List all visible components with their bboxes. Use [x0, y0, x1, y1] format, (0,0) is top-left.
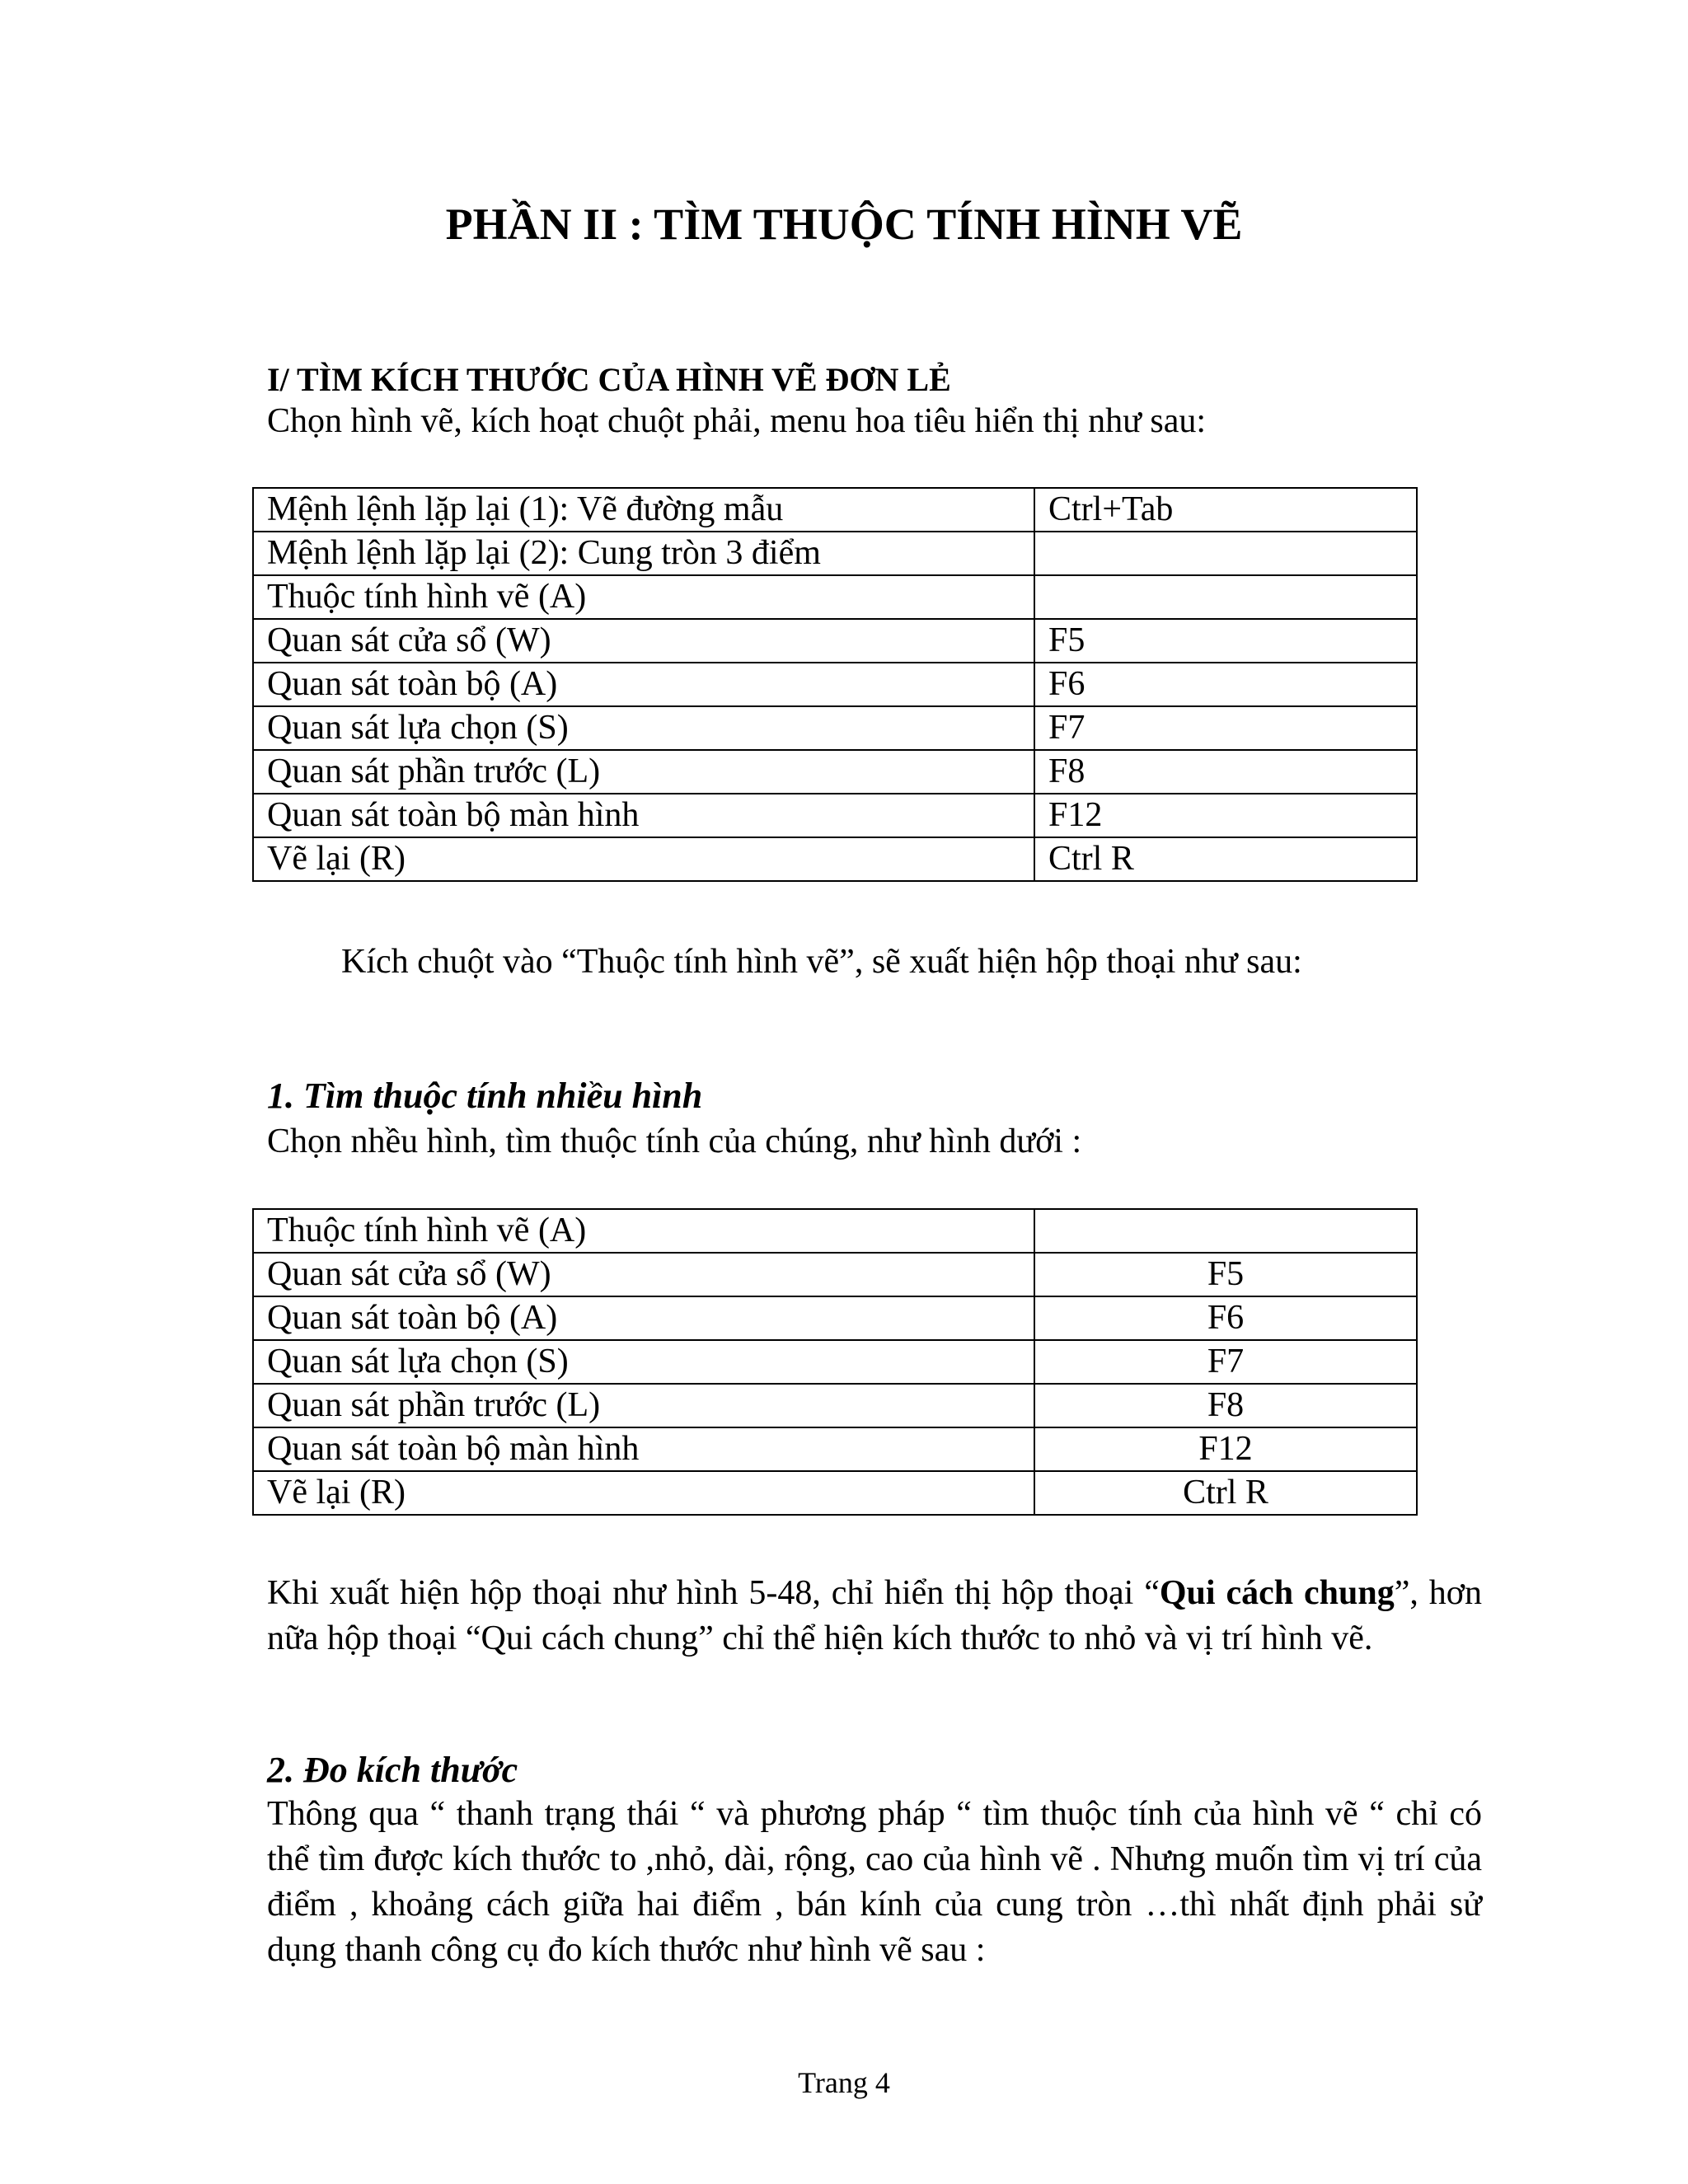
menu-item-label: Quan sát toàn bộ (A) — [253, 1296, 1034, 1340]
section-intro: Chọn hình vẽ, kích hoạt chuột phải, menu hoa tiêu hiển thị như sau: — [267, 402, 1207, 440]
subsection-intro: Chọn nhều hình, tìm thuộc tính của chúng, như hình dưới : — [267, 1122, 1082, 1160]
menu-item-label: Quan sát toàn bộ màn hình — [253, 1427, 1034, 1471]
paragraph-text: Khi xuất hiện hộp thoại như hình 5-48, chỉ hiển thị hộp thoại “ — [267, 1574, 1160, 1612]
menu-item-label: Quan sát lựa chọn (S) — [253, 1340, 1034, 1384]
menu-item-shortcut: F5 — [1034, 1253, 1417, 1296]
context-menu-table-multi — [252, 1208, 1418, 1516]
menu-item-label: Quan sát phần trước (L) — [253, 750, 1034, 794]
table-row — [253, 532, 1417, 575]
menu-item-label: Thuộc tính hình vẽ (A) — [253, 1209, 1034, 1253]
table-row — [253, 619, 1417, 663]
table-row — [253, 1427, 1417, 1471]
table-row — [253, 1340, 1417, 1384]
table-row — [253, 837, 1417, 881]
menu-item-shortcut — [1034, 532, 1417, 575]
menu-item-shortcut: Ctrl R — [1034, 837, 1417, 881]
table-row — [253, 663, 1417, 706]
table-row — [253, 706, 1417, 750]
dialog-intro-text: Kích chuột vào “Thuộc tính hình vẽ”, sẽ xuất hiện hộp thoại như sau: — [341, 943, 1302, 981]
menu-item-shortcut: F5 — [1034, 619, 1417, 663]
subsection-heading-multi-shape: 1. Tìm thuộc tính nhiều hình — [267, 1076, 703, 1116]
paragraph-bold-term: Qui cách chung — [1159, 1574, 1395, 1612]
table-row — [253, 794, 1417, 837]
menu-item-shortcut: F8 — [1034, 750, 1417, 794]
menu-item-shortcut — [1034, 575, 1417, 619]
menu-item-shortcut: F8 — [1034, 1384, 1417, 1427]
menu-item-label: Quan sát cửa sổ (W) — [253, 1253, 1034, 1296]
section-heading: I/ TÌM KÍCH THƯỚC CỦA HÌNH VẼ ĐƠN LẺ — [267, 361, 951, 398]
page-title: PHẦN II : TÌM THUỘC TÍNH HÌNH VẼ — [445, 199, 1243, 249]
menu-item-shortcut: F6 — [1034, 663, 1417, 706]
table-row — [253, 1209, 1417, 1253]
dialog-description-paragraph — [267, 1571, 1482, 1661]
paragraph-text: ”, hơn nữa hộp thoại “Qui cách chung” chỉ thể hiện kích thước to nhỏ và vị trí hình vẽ. — [267, 1574, 1482, 1657]
table-row — [253, 1253, 1417, 1296]
menu-item-label: Mệnh lệnh lặp lại (2): Cung tròn 3 điểm — [253, 532, 1034, 575]
menu-item-shortcut: Ctrl R — [1034, 1471, 1417, 1515]
menu-item-shortcut: F12 — [1034, 794, 1417, 837]
table-row — [253, 750, 1417, 794]
subsection-heading-measure: 2. Đo kích thước — [267, 1750, 518, 1790]
menu-item-shortcut — [1034, 1209, 1417, 1253]
measure-paragraph: Thông qua “ thanh trạng thái “ và phương pháp “ tìm thuộc tính của hình vẽ “ chỉ có thể tìm được kích thước to ,nhỏ, dài, rộng, cao của hình vẽ . Nhưng muốn tìm vị trí của điểm , khoảng cách giữa hai điểm , bán kính của cung tròn …thì nhất định phải sử dụng thanh công cụ đo kích thước như hình vẽ sau : — [267, 1795, 1482, 1969]
table-row — [253, 575, 1417, 619]
menu-item-shortcut: F6 — [1034, 1296, 1417, 1340]
table-row — [253, 1296, 1417, 1340]
menu-item-label: Quan sát phần trước (L) — [253, 1384, 1034, 1427]
menu-item-shortcut: F12 — [1034, 1427, 1417, 1471]
menu-item-shortcut: Ctrl+Tab — [1034, 488, 1417, 532]
table-row — [253, 1384, 1417, 1427]
menu-item-label: Vẽ lại (R) — [253, 1471, 1034, 1515]
menu-item-label: Quan sát toàn bộ (A) — [253, 663, 1034, 706]
menu-item-shortcut: F7 — [1034, 1340, 1417, 1384]
menu-item-label: Quan sát lựa chọn (S) — [253, 706, 1034, 750]
menu-item-label: Mệnh lệnh lặp lại (1): Vẽ đường mẫu — [253, 488, 1034, 532]
menu-item-label: Quan sát toàn bộ màn hình — [253, 794, 1034, 837]
menu-item-label: Thuộc tính hình vẽ (A) — [253, 575, 1034, 619]
table-row — [253, 488, 1417, 532]
page-number: Trang 4 — [798, 2066, 890, 2099]
menu-item-label: Vẽ lại (R) — [253, 837, 1034, 881]
menu-item-shortcut: F7 — [1034, 706, 1417, 750]
context-menu-table-single — [252, 487, 1418, 882]
table-row — [253, 1471, 1417, 1515]
menu-item-label: Quan sát cửa sổ (W) — [253, 619, 1034, 663]
